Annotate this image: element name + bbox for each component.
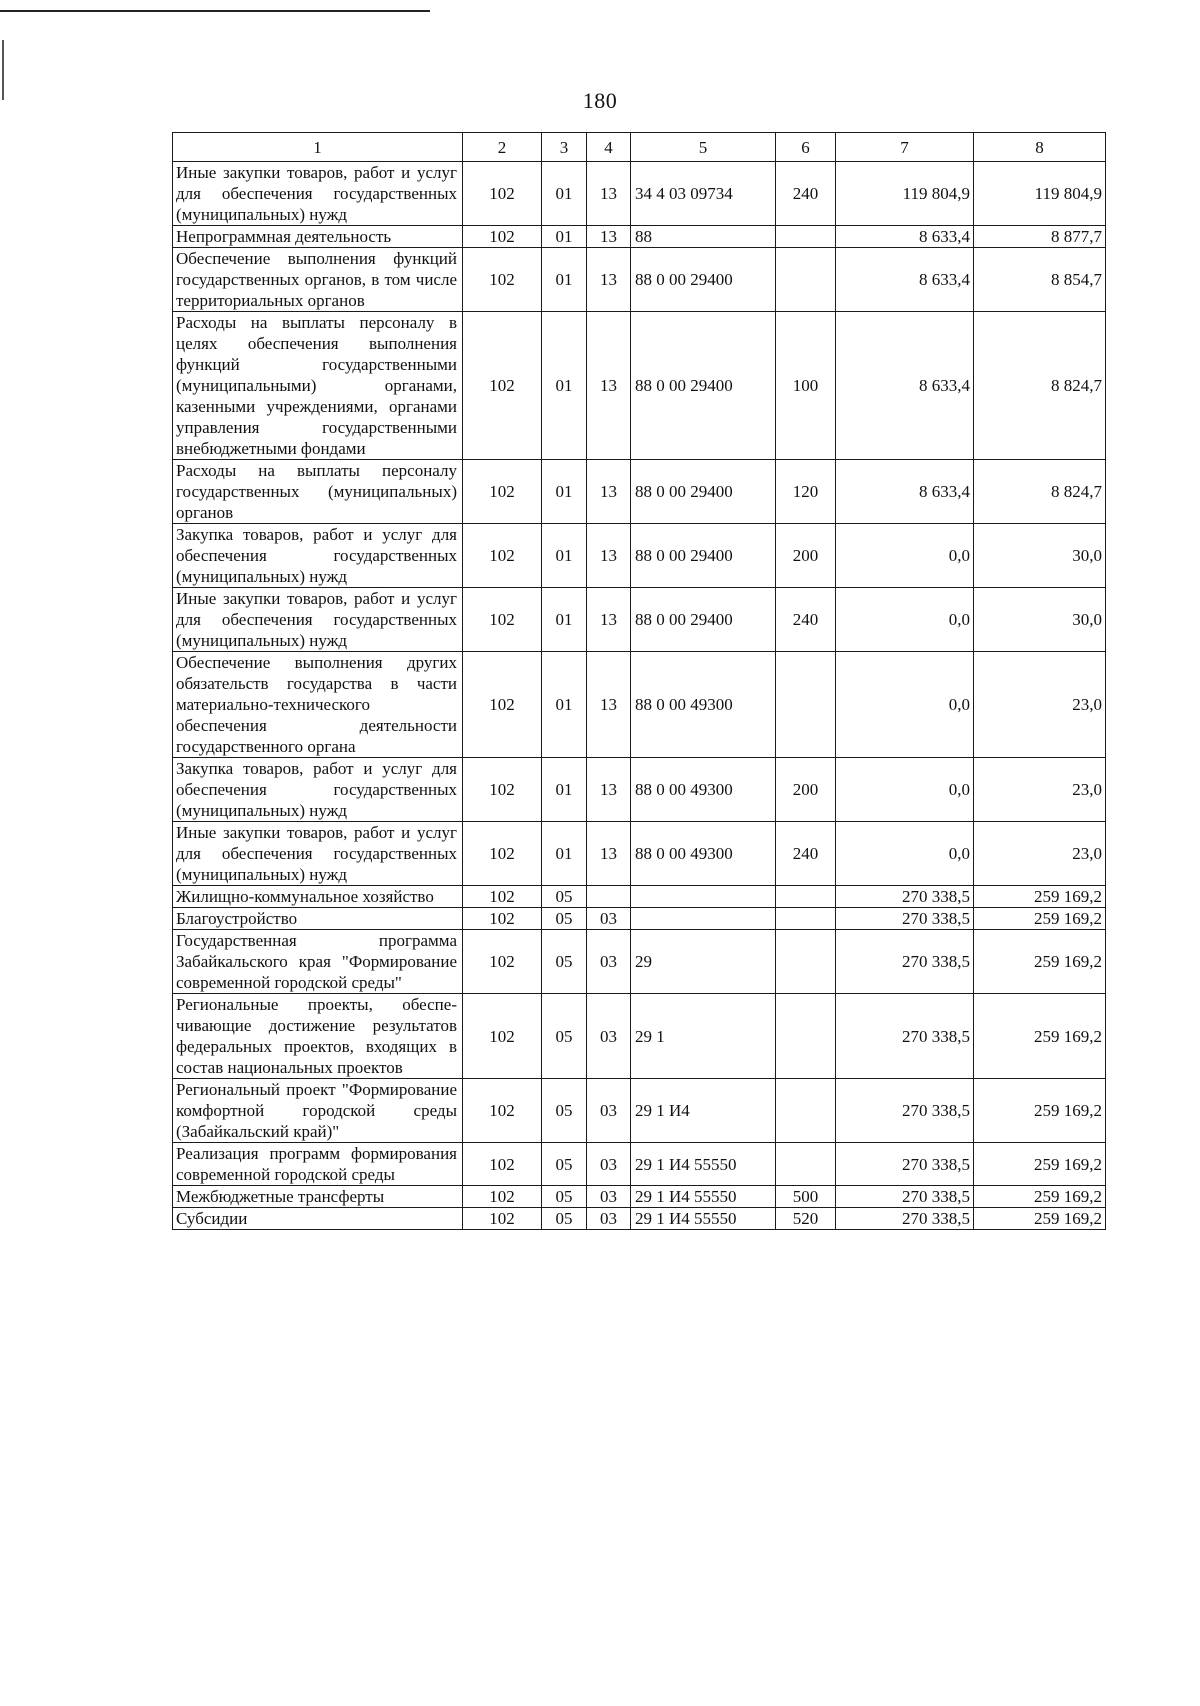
expense-type-cell — [776, 908, 836, 930]
expense-type-cell: 100 — [776, 312, 836, 460]
table-row — [173, 652, 1106, 758]
amount-col7-cell: 0,0 — [836, 588, 974, 652]
section-code-cell: 01 — [542, 758, 587, 822]
target-article-cell: 88 0 00 29400 — [631, 312, 776, 460]
target-article-cell: 88 0 00 29400 — [631, 248, 776, 312]
expense-type-cell — [776, 248, 836, 312]
target-article-cell: 29 1 — [631, 994, 776, 1079]
expense-name-cell: Обеспечение выполнения функций государственных органов, в том числе территориальных органов — [173, 248, 463, 312]
admin-code-cell: 102 — [463, 1208, 542, 1230]
amount-col7-cell: 119 804,9 — [836, 162, 974, 226]
amount-col7-cell: 270 338,5 — [836, 930, 974, 994]
table-row — [173, 994, 1106, 1079]
subsection-code-cell: 13 — [587, 524, 631, 588]
expense-name-cell: Региональный проект "Формирование комфортной городской среды (Забайкальский край)" — [173, 1079, 463, 1143]
expense-name-cell: Государственная программа Забайкальского края "Формирование современной городской среды" — [173, 930, 463, 994]
expense-type-cell — [776, 1079, 836, 1143]
expense-name-cell: Расходы на выплаты персоналу государственных (муниципальных) органов — [173, 460, 463, 524]
subsection-code-cell: 03 — [587, 908, 631, 930]
amount-col8-cell: 23,0 — [974, 652, 1106, 758]
table-row — [173, 226, 1106, 248]
admin-code-cell: 102 — [463, 1186, 542, 1208]
expense-type-cell: 200 — [776, 758, 836, 822]
expense-type-cell — [776, 886, 836, 908]
expense-name-cell: Расходы на выплаты персоналу в целях обеспечения выполнения функций государственными (муниципальными) органами, казенными учреждениями, органами управления государственными внебюджетными фондами — [173, 312, 463, 460]
section-code-cell: 05 — [542, 1143, 587, 1186]
section-code-cell: 01 — [542, 822, 587, 886]
subsection-code-cell: 13 — [587, 588, 631, 652]
section-code-cell: 01 — [542, 652, 587, 758]
expense-type-cell: 240 — [776, 822, 836, 886]
expense-type-cell — [776, 1143, 836, 1186]
section-code-cell: 05 — [542, 1186, 587, 1208]
subsection-code-cell: 13 — [587, 652, 631, 758]
expense-name-cell: Закупка товаров, работ и услуг для обеспечения государственных (муниципальных) нужд — [173, 758, 463, 822]
header-row — [173, 133, 1106, 162]
table-row — [173, 588, 1106, 652]
table-row — [173, 758, 1106, 822]
target-article-cell — [631, 908, 776, 930]
section-code-cell: 05 — [542, 930, 587, 994]
table-body — [173, 162, 1106, 1230]
amount-col8-cell: 259 169,2 — [974, 930, 1106, 994]
budget-table — [172, 132, 1106, 1230]
section-code-cell: 05 — [542, 886, 587, 908]
amount-col8-cell: 259 169,2 — [974, 994, 1106, 1079]
expense-name-cell: Субсидии — [173, 1208, 463, 1230]
subsection-code-cell: 13 — [587, 248, 631, 312]
amount-col8-cell: 8 824,7 — [974, 460, 1106, 524]
table-row — [173, 822, 1106, 886]
target-article-cell: 88 0 00 29400 — [631, 524, 776, 588]
amount-col8-cell: 259 169,2 — [974, 1186, 1106, 1208]
header-cell: 3 — [542, 133, 587, 162]
section-code-cell: 05 — [542, 994, 587, 1079]
amount-col7-cell: 0,0 — [836, 524, 974, 588]
admin-code-cell: 102 — [463, 1079, 542, 1143]
expense-name-cell: Обеспечение выполнения других обязательств государства в части материально-технического обеспечения деятельности государственного органа — [173, 652, 463, 758]
target-article-cell: 29 — [631, 930, 776, 994]
subsection-code-cell: 03 — [587, 1079, 631, 1143]
amount-col8-cell: 23,0 — [974, 758, 1106, 822]
amount-col8-cell: 30,0 — [974, 524, 1106, 588]
amount-col8-cell: 259 169,2 — [974, 886, 1106, 908]
admin-code-cell: 102 — [463, 930, 542, 994]
header-cell: 1 — [173, 133, 463, 162]
target-article-cell: 88 0 00 29400 — [631, 460, 776, 524]
target-article-cell: 29 1 И4 — [631, 1079, 776, 1143]
header-cell: 8 — [974, 133, 1106, 162]
amount-col7-cell: 8 633,4 — [836, 226, 974, 248]
subsection-code-cell: 13 — [587, 162, 631, 226]
section-code-cell: 05 — [542, 1079, 587, 1143]
amount-col8-cell: 30,0 — [974, 588, 1106, 652]
target-article-cell: 88 0 00 49300 — [631, 758, 776, 822]
expense-name-cell: Непрограммная деятельность — [173, 226, 463, 248]
target-article-cell — [631, 886, 776, 908]
scan-artifact-line — [0, 10, 430, 12]
section-code-cell: 05 — [542, 908, 587, 930]
expense-name-cell: Иные закупки товаров, работ и услуг для обеспечения государственных (муниципальных) нужд — [173, 162, 463, 226]
subsection-code-cell — [587, 886, 631, 908]
amount-col8-cell: 259 169,2 — [974, 1079, 1106, 1143]
target-article-cell: 29 1 И4 55550 — [631, 1143, 776, 1186]
expense-type-cell: 120 — [776, 460, 836, 524]
table-row — [173, 162, 1106, 226]
admin-code-cell: 102 — [463, 652, 542, 758]
expense-name-cell: Закупка товаров, работ и услуг для обеспечения государственных (муниципальных) нужд — [173, 524, 463, 588]
amount-col7-cell: 270 338,5 — [836, 1143, 974, 1186]
admin-code-cell: 102 — [463, 758, 542, 822]
expense-name-cell: Иные закупки товаров, работ и услуг для обеспечения государственных (муниципальных) нужд — [173, 588, 463, 652]
subsection-code-cell: 13 — [587, 758, 631, 822]
expense-type-cell — [776, 994, 836, 1079]
expense-name-cell: Жилищно-коммунальное хозяйство — [173, 886, 463, 908]
expense-type-cell: 500 — [776, 1186, 836, 1208]
section-code-cell: 01 — [542, 312, 587, 460]
admin-code-cell: 102 — [463, 994, 542, 1079]
section-code-cell: 01 — [542, 162, 587, 226]
expense-type-cell: 200 — [776, 524, 836, 588]
table-row — [173, 886, 1106, 908]
target-article-cell: 34 4 03 09734 — [631, 162, 776, 226]
table-row — [173, 1079, 1106, 1143]
expense-type-cell: 240 — [776, 162, 836, 226]
subsection-code-cell: 03 — [587, 1143, 631, 1186]
target-article-cell: 88 — [631, 226, 776, 248]
admin-code-cell: 102 — [463, 524, 542, 588]
subsection-code-cell: 13 — [587, 822, 631, 886]
amount-col7-cell: 270 338,5 — [836, 994, 974, 1079]
amount-col8-cell: 8 854,7 — [974, 248, 1106, 312]
admin-code-cell: 102 — [463, 162, 542, 226]
admin-code-cell: 102 — [463, 822, 542, 886]
amount-col7-cell: 8 633,4 — [836, 460, 974, 524]
page-number: 180 — [582, 88, 618, 113]
admin-code-cell: 102 — [463, 226, 542, 248]
amount-col8-cell: 8 877,7 — [974, 226, 1106, 248]
amount-col8-cell: 23,0 — [974, 822, 1106, 886]
header-cell: 7 — [836, 133, 974, 162]
expense-type-cell: 240 — [776, 588, 836, 652]
section-code-cell: 01 — [542, 588, 587, 652]
amount-col8-cell: 119 804,9 — [974, 162, 1106, 226]
table-row — [173, 312, 1106, 460]
table-row — [173, 524, 1106, 588]
amount-col8-cell: 259 169,2 — [974, 1143, 1106, 1186]
section-code-cell: 05 — [542, 1208, 587, 1230]
target-article-cell: 88 0 00 49300 — [631, 822, 776, 886]
expense-name-cell: Региональные проекты, обеспечивающие достижение результатов федеральных проектов, входящих в состав национальных проектов — [173, 994, 463, 1079]
amount-col7-cell: 270 338,5 — [836, 1186, 974, 1208]
subsection-code-cell: 03 — [587, 1186, 631, 1208]
amount-col8-cell: 259 169,2 — [974, 908, 1106, 930]
expense-type-cell — [776, 652, 836, 758]
section-code-cell: 01 — [542, 460, 587, 524]
admin-code-cell: 102 — [463, 588, 542, 652]
header-cell: 6 — [776, 133, 836, 162]
amount-col7-cell: 0,0 — [836, 652, 974, 758]
section-code-cell: 01 — [542, 248, 587, 312]
subsection-code-cell: 13 — [587, 226, 631, 248]
admin-code-cell: 102 — [463, 886, 542, 908]
amount-col7-cell: 270 338,5 — [836, 1208, 974, 1230]
expense-type-cell: 520 — [776, 1208, 836, 1230]
table-row — [173, 460, 1106, 524]
subsection-code-cell: 13 — [587, 312, 631, 460]
amount-col8-cell: 259 169,2 — [974, 1208, 1106, 1230]
table-row — [173, 1208, 1106, 1230]
subsection-code-cell: 13 — [587, 460, 631, 524]
admin-code-cell: 102 — [463, 460, 542, 524]
table-row — [173, 930, 1106, 994]
admin-code-cell: 102 — [463, 248, 542, 312]
expense-name-cell: Межбюджетные трансферты — [173, 1186, 463, 1208]
amount-col7-cell: 0,0 — [836, 758, 974, 822]
table-row — [173, 908, 1106, 930]
target-article-cell: 29 1 И4 55550 — [631, 1186, 776, 1208]
admin-code-cell: 102 — [463, 908, 542, 930]
amount-col8-cell: 8 824,7 — [974, 312, 1106, 460]
amount-col7-cell: 270 338,5 — [836, 886, 974, 908]
target-article-cell: 88 0 00 29400 — [631, 588, 776, 652]
amount-col7-cell: 270 338,5 — [836, 1079, 974, 1143]
header-cell: 4 — [587, 133, 631, 162]
target-article-cell: 29 1 И4 55550 — [631, 1208, 776, 1230]
expense-name-cell: Благоустройство — [173, 908, 463, 930]
expense-type-cell — [776, 226, 836, 248]
admin-code-cell: 102 — [463, 312, 542, 460]
section-code-cell: 01 — [542, 226, 587, 248]
expense-type-cell — [776, 930, 836, 994]
expense-name-cell: Иные закупки товаров, работ и услуг для обеспечения государственных (муниципальных) нужд — [173, 822, 463, 886]
table-row — [173, 248, 1106, 312]
section-code-cell: 01 — [542, 524, 587, 588]
subsection-code-cell: 03 — [587, 1208, 631, 1230]
amount-col7-cell: 8 633,4 — [836, 248, 974, 312]
admin-code-cell: 102 — [463, 1143, 542, 1186]
table-row — [173, 1143, 1106, 1186]
amount-col7-cell: 270 338,5 — [836, 908, 974, 930]
header-cell: 5 — [631, 133, 776, 162]
subsection-code-cell: 03 — [587, 930, 631, 994]
amount-col7-cell: 8 633,4 — [836, 312, 974, 460]
target-article-cell: 88 0 00 49300 — [631, 652, 776, 758]
subsection-code-cell: 03 — [587, 994, 631, 1079]
expense-name-cell: Реализация программ формирования современной городской среды — [173, 1143, 463, 1186]
table-row — [173, 1186, 1106, 1208]
amount-col7-cell: 0,0 — [836, 822, 974, 886]
header-cell: 2 — [463, 133, 542, 162]
